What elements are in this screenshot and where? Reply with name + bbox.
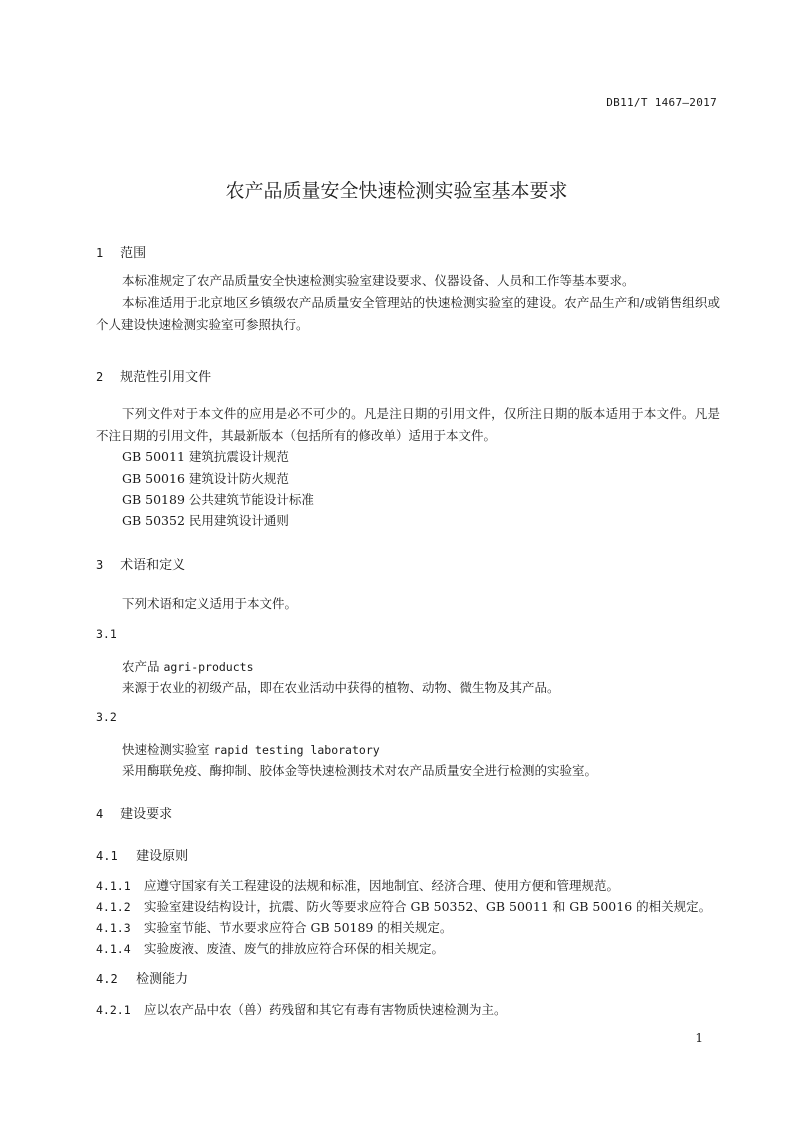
clause-text: 应遵守国家有关工程建设的法规和标准，因地制宜、经济合理、使用方便和管理规范。: [144, 878, 620, 893]
section-3-paragraph-1: 下列术语和定义适用于本文件。: [122, 596, 298, 611]
section-title: 建设要求: [120, 807, 173, 822]
doc-number: DB11/T 1467—2017: [606, 96, 717, 109]
reference-item: GB 50011 建筑抗震设计规范: [122, 449, 289, 464]
clause-number: 4.1.3: [96, 921, 131, 935]
clause-text: 实验废液、废渣、废气的排放应符合环保的相关规定。: [144, 941, 445, 956]
term-zh: 农产品: [122, 659, 160, 674]
clause-4-2-1: [96, 1000, 507, 1018]
subsection-4-2-heading: [96, 968, 188, 987]
clause-number: 4.2.1: [96, 1003, 131, 1017]
subsection-title: 建设原则: [136, 849, 189, 864]
term-definition: 采用酶联免疫、酶抑制、胶体金等快速检测技术对农产品质量安全进行检测的实验室。: [122, 763, 598, 778]
clause-4-1-4: [96, 939, 444, 957]
section-1-paragraph-1: 本标准规定了农产品质量安全快速检测实验室建设要求、仪器设备、人员和工作等基本要求。: [122, 273, 635, 288]
clause-number: 4.1.4: [96, 942, 131, 956]
term-number: 3.2: [96, 710, 117, 724]
section-1-paragraph-2: 本标准适用于北京地区乡镇级农产品质量安全管理站的快速检测实验室的建设。农产品生产和/或销售组织或个人建设快速检测实验室可参照执行。: [96, 295, 720, 332]
term-zh: 快速检测实验室: [122, 742, 210, 757]
subsection-title: 检测能力: [136, 972, 189, 987]
clause-text: 实验室建设结构设计，抗震、防火等要求应符合 GB 50352、GB 50011 和 GB 50016 的相关规定。: [144, 899, 712, 914]
clause-4-1-3: [96, 918, 452, 936]
clause-text: 应以农产品中农（兽）药残留和其它有毒有害物质快速检测为主。: [144, 1002, 507, 1017]
term-en: rapid testing laboratory: [213, 743, 380, 757]
section-2-heading: [96, 366, 211, 385]
clause-number: 4.1.1: [96, 879, 131, 893]
term-en: agri-products: [163, 660, 254, 674]
reference-item: GB 50016 建筑设计防火规范: [122, 471, 289, 486]
term-number: 3.1: [96, 627, 117, 641]
section-1-heading: [96, 242, 146, 261]
subsection-number: 4.1: [96, 849, 118, 863]
section-title: 术语和定义: [120, 558, 186, 573]
clause-number: 4.1.2: [96, 900, 131, 914]
clause-4-1-2: [96, 897, 711, 915]
subsection-number: 4.2: [96, 972, 118, 986]
reference-item: GB 50189 公共建筑节能设计标准: [122, 492, 314, 507]
section-title: 规范性引用文件: [120, 370, 212, 385]
section-number: 4: [96, 807, 104, 821]
page-number: 1: [695, 1031, 703, 1045]
term-entry: [122, 657, 254, 675]
section-2-paragraph-1: 下列文件对于本文件的应用是必不可少的。凡是注日期的引用文件，仅所注日期的版本适用于本文件。凡是不注日期的引用文件，其最新版本（包括所有的修改单）适用于本文件。: [96, 406, 720, 443]
section-4-heading: [96, 803, 172, 822]
subsection-4-1-heading: [96, 845, 188, 864]
term-definition: 来源于农业的初级产品，即在农业活动中获得的植物、动物、微生物及其产品。: [122, 680, 560, 695]
section-title: 范围: [120, 246, 147, 261]
section-number: 1: [96, 246, 104, 260]
clause-4-1-1: [96, 876, 619, 894]
section-3-heading: [96, 554, 185, 573]
section-number: 3: [96, 558, 104, 572]
term-entry: [122, 740, 380, 758]
section-number: 2: [96, 370, 104, 384]
page-title: 农产品质量安全快速检测实验室基本要求: [225, 180, 568, 202]
reference-item: GB 50352 民用建筑设计通则: [122, 513, 289, 528]
clause-text: 实验室节能、节水要求应符合 GB 50189 的相关规定。: [144, 920, 453, 935]
